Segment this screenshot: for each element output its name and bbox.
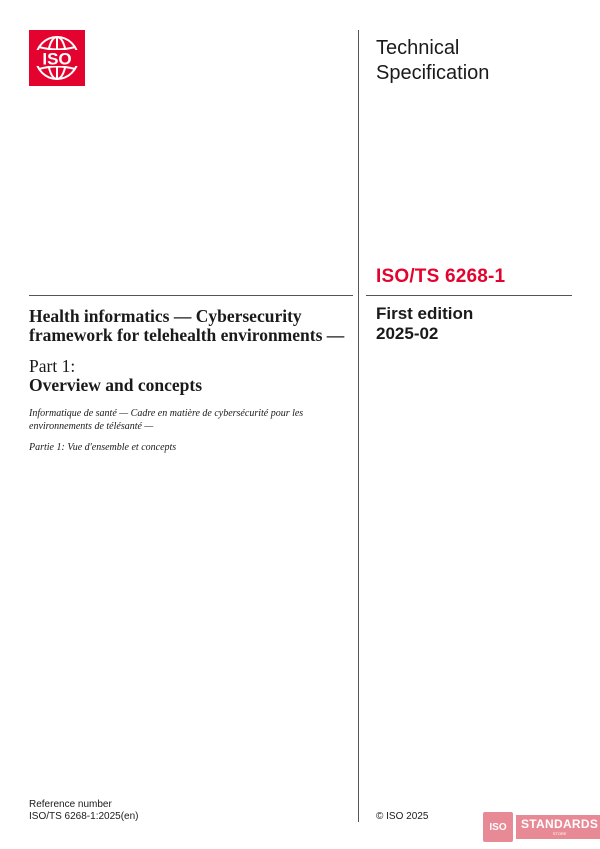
document-type: Technical Specification xyxy=(376,37,490,84)
edition: First edition xyxy=(376,304,474,323)
vertical-divider xyxy=(358,30,359,822)
reference-number: ISO/TS 6268-1:2025(en) xyxy=(29,811,139,822)
reference-label: Reference number xyxy=(29,799,112,810)
document-number: ISO/TS 6268-1 xyxy=(376,266,506,287)
french-title: Informatique de santé — Cadre en matière de cybersécurité pour les environnements de télésanté — xyxy=(29,408,304,432)
store-badge xyxy=(483,812,513,842)
store-badge-text: ISO xyxy=(489,821,507,833)
iso-logo xyxy=(29,30,85,86)
title-rule-left xyxy=(29,295,353,296)
title-rule-right xyxy=(366,295,572,296)
globe-icon xyxy=(29,30,85,86)
french-part-title: Partie 1: Vue d'ensemble et concepts xyxy=(29,442,177,453)
part-title: Overview and concepts xyxy=(29,375,203,395)
edition-block xyxy=(376,304,473,344)
logo-text: ISO xyxy=(42,49,72,69)
copyright: © ISO 2025 xyxy=(376,811,429,822)
reference-block xyxy=(29,799,139,823)
part-label: Part 1: xyxy=(29,356,76,376)
store-word: STANDARDS xyxy=(521,817,599,831)
publication-date: 2025-02 xyxy=(376,324,439,343)
main-title: Health informatics — Cybersecurity framework for telehealth environments — xyxy=(29,306,345,345)
title-block xyxy=(29,307,349,454)
store-sub: STORE xyxy=(552,831,567,836)
standards-store-watermark xyxy=(483,812,600,842)
store-text xyxy=(516,815,600,839)
